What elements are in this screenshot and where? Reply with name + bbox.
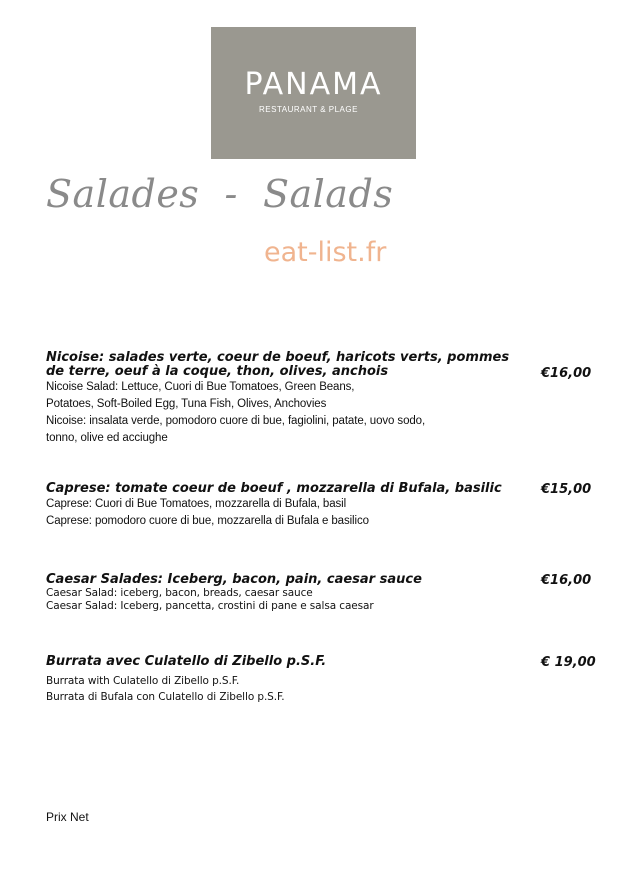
description-line: tonno, olive ed acciughe — [46, 432, 168, 444]
footer-note: Prix Net — [46, 810, 89, 824]
restaurant-logo — [211, 27, 416, 159]
item-description — [46, 673, 486, 705]
item-title: Burrata avec Culatello di Zibello p.S.F. — [46, 654, 327, 669]
item-title: Nicoise: salades verte, coeur de boeuf, haricots verts, pommes de terre, oeuf à la coque, thon, olives, anchois — [46, 350, 510, 379]
description-line: Caesar Salad: iceberg, bacon, breads, caesar sauce — [46, 587, 313, 599]
description-line: Caprese: pomodoro cuore di bue, mozzarella di Bufala e basilico — [46, 515, 369, 527]
menu-item-burrata — [46, 655, 606, 705]
item-title: Caprese: tomate coeur de boeuf , mozzarella di Bufala, basilic — [46, 481, 502, 496]
item-title: Caesar Salades: Iceberg, bacon, pain, caesar sauce — [46, 572, 422, 587]
description-line: Burrata with Culatello di Zibello p.S.F. — [46, 675, 240, 687]
description-line: Caesar Salad: Iceberg, pancetta, crostini di pane e salsa caesar — [46, 600, 374, 612]
description-line: Nicoise Salad: Lettuce, Cuori di Bue Tomatoes, Green Beans, — [46, 381, 355, 393]
description-line: Nicoise: insalata verde, pomodoro cuore di bue, fagiolini, patate, uovo sodo, — [46, 415, 426, 427]
description-line: Potatoes, Soft-Boiled Egg, Tuna Fish, Olives, Anchovies — [46, 398, 327, 410]
watermark: eat-list.fr — [264, 237, 387, 268]
logo-name: PANAMA — [244, 67, 383, 102]
item-description — [46, 379, 486, 447]
logo-subtitle: RESTAURANT & PLAGE — [259, 105, 358, 114]
menu-item-caesar — [46, 573, 606, 613]
item-description — [46, 496, 486, 530]
description-line: Burrata di Bufala con Culatello di Zibello p.S.F. — [46, 691, 285, 703]
item-description — [46, 587, 486, 613]
item-price: € 19,00 — [541, 655, 596, 670]
item-price: €16,00 — [541, 366, 592, 381]
item-price: €15,00 — [541, 482, 592, 497]
description-line: Caprese: Cuori di Bue Tomatoes, mozzarella di Bufala, basil — [46, 498, 347, 510]
menu-item-nicoise — [46, 351, 606, 447]
item-price: €16,00 — [541, 573, 592, 588]
menu-item-caprese — [46, 482, 606, 530]
section-heading: Salades - Salads — [46, 172, 394, 216]
